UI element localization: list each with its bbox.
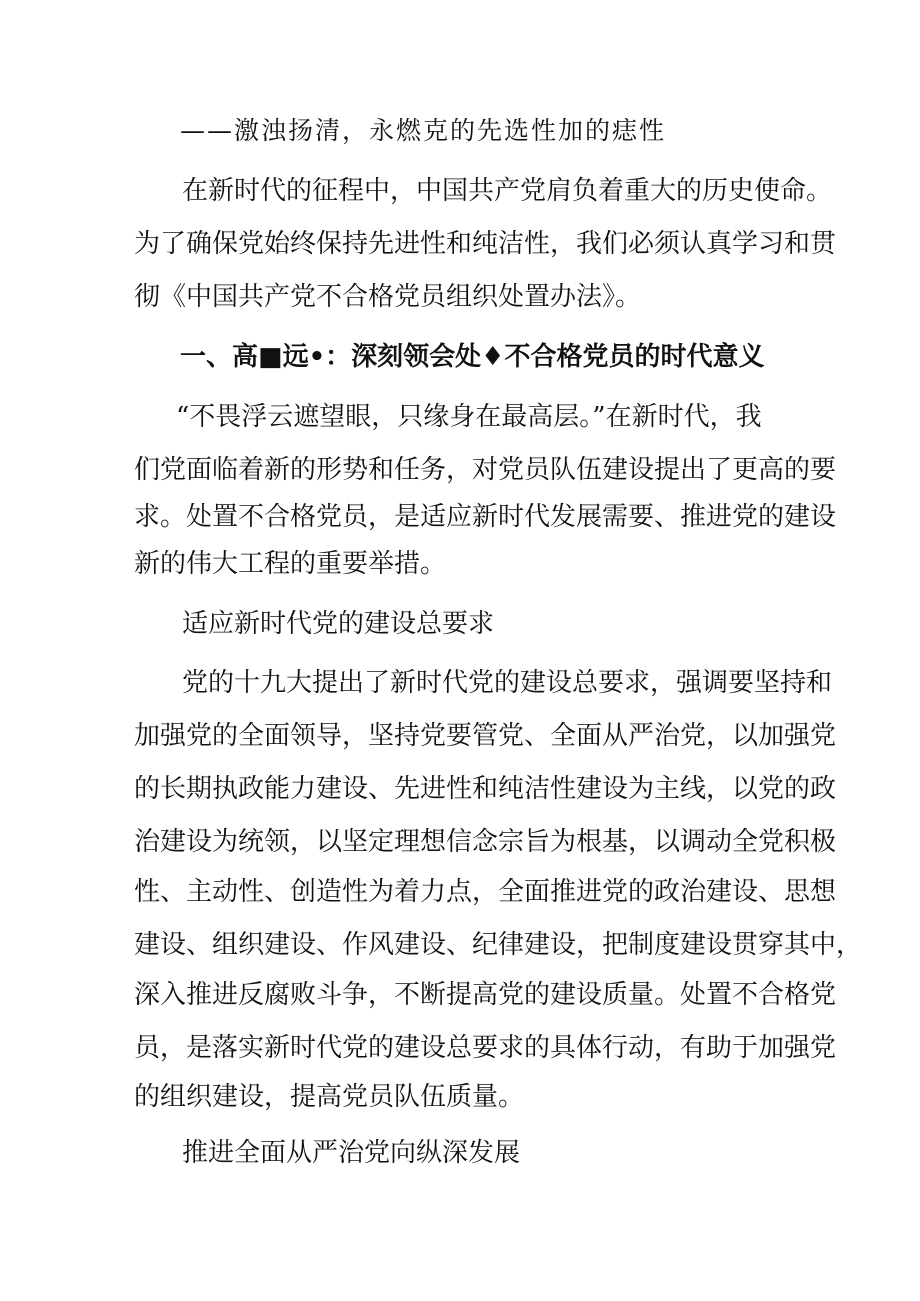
para-2-line-4: 治建设为统领，以坚定理想信念宗旨为根基，以调动全党积极 (134, 827, 837, 857)
subheading-1: 适应新时代党的建设总要求 (182, 609, 495, 639)
document-subtitle: ——激浊扬清，永燃克的先选性加的痣性 (180, 116, 667, 145)
section-1-para-line-3: 求。处置不合格党员，是适应新时代发展需要、推进党的建设 (134, 502, 837, 532)
intro-line-1: 在新时代的征程中，中国共产党肩负着重大的历史使命。 (182, 176, 833, 206)
section-1-para-line-2: 们党面临着新的形势和任务，对党员队伍建设提出了更高的要 (134, 455, 837, 485)
para-2-line-9: 的组织建设，提高党员队伍质量。 (134, 1082, 525, 1112)
intro-line-3: 彻《中国共产党不合格党员组织处置办法》。 (134, 282, 642, 312)
section-1-heading: 一、高■远•：深刻领会处♦不合格党员的时代意义 (180, 342, 765, 372)
para-2-line-8: 员，是落实新时代党的建设总要求的具体行动，有助于加强党 (134, 1033, 837, 1063)
para-2-line-5: 性、主动性、创造性为着力点，全面推进党的政治建设、思想 (134, 877, 837, 907)
section-1-para-line-4: 新的伟大工程的重要举措。 (134, 549, 447, 579)
para-2-line-2: 加强党的全面领导，坚持党要管党、全面从严治党，以加强党 (134, 721, 837, 751)
intro-line-2: 为了确保党始终保持先进性和纯洁性，我们必须认真学习和贯 (134, 229, 837, 259)
para-2-line-1: 党的十九大提出了新时代党的建设总要求，强调要坚持和 (182, 668, 833, 698)
para-2-line-3: 的长期执政能力建设、先进性和纯洁性建设为主线，以党的政 (134, 774, 837, 804)
para-2-line-7: 深入推进反腐败斗争，不断提高党的建设质量。处置不合格党 (134, 980, 837, 1010)
subheading-2: 推进全面从严治党向纵深发展 (182, 1138, 521, 1168)
section-1-para-line-1: “不畏浮云遮望眼，只缘身在最高层。”在新时代，我 (176, 402, 762, 432)
para-2-line-6: 建设、组织建设、作风建设、纪律建设，把制度建设贯穿其中， (134, 930, 863, 960)
